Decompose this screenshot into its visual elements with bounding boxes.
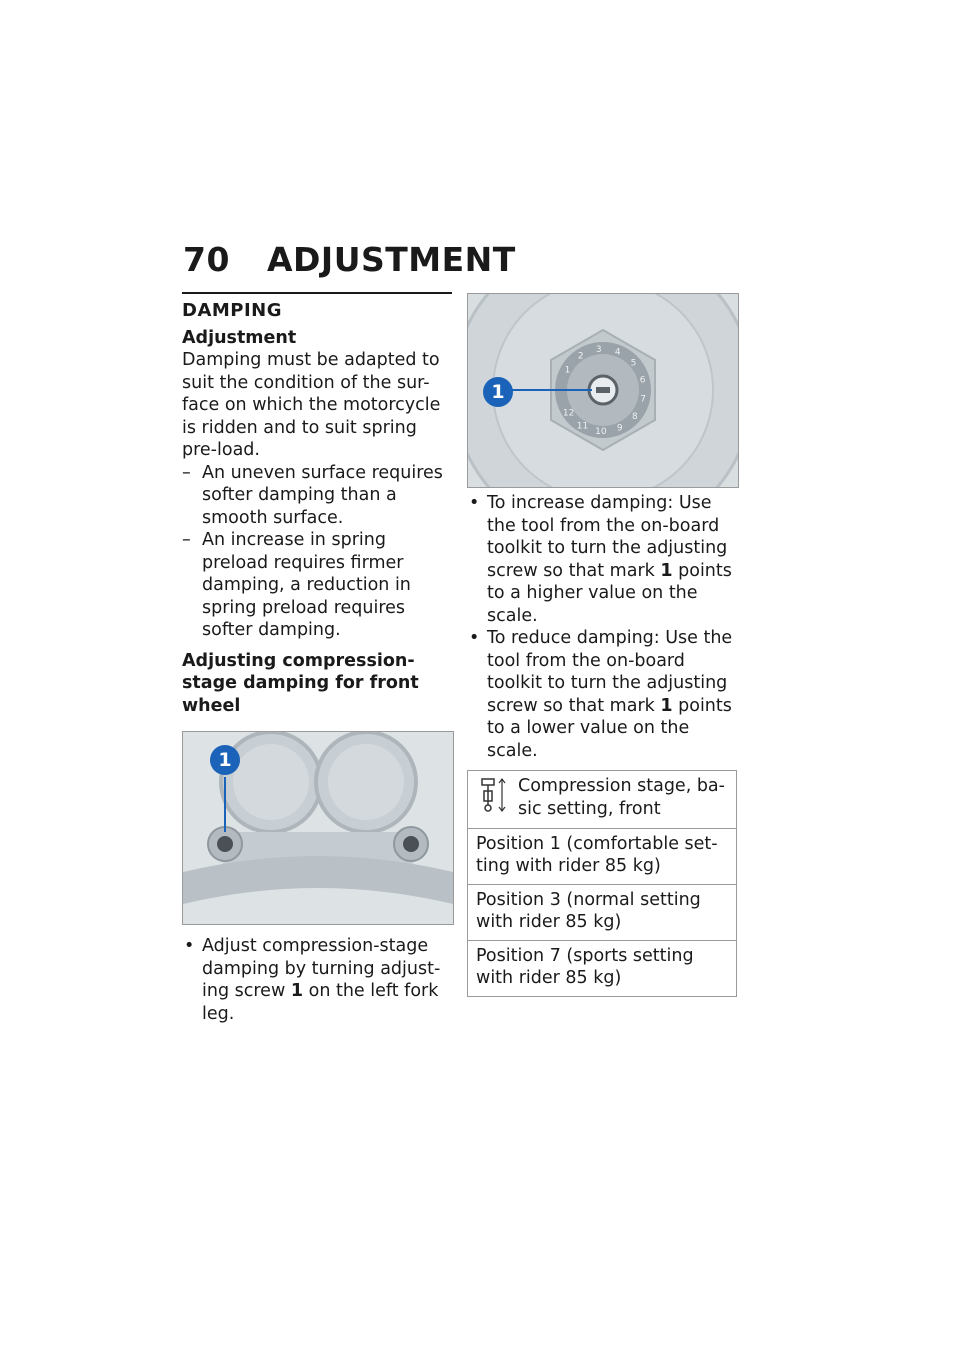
list-item: – An uneven surface requires softer damping than a smooth surface. (182, 462, 452, 530)
scale-number: 3 (595, 345, 602, 356)
scale-number: 5 (630, 358, 637, 369)
page-header (183, 240, 516, 279)
shock-absorber-icon (476, 775, 518, 822)
chapter-title: ADJUSTMENT (267, 240, 516, 279)
scale-number: 6 (639, 375, 646, 386)
list-item: • To increase damping: Use the tool from the on-board toolkit to turn the adjusting screw so that mark 1 points to a higher value on the scale. (467, 492, 737, 627)
scale-number: 12 (562, 408, 575, 419)
scale-number: 7 (640, 394, 646, 405)
list-item: • Adjust compression-stage damping by turning adjust-ing screw 1 on the left fork leg. (182, 935, 452, 1025)
scale-number: 2 (577, 351, 584, 362)
spec-row: Position 3 (normal setting with rider 85 kg) (468, 884, 737, 940)
adjuster-figure (467, 293, 739, 488)
adjustment-heading: Adjustment (182, 327, 297, 348)
table-row (468, 771, 737, 829)
front-fork-figure (182, 731, 454, 925)
spec-row: Position 7 (sports setting with rider 85 kg) (468, 940, 737, 996)
list-item: • To reduce damping: Use the tool from the on-board toolkit to turn the adjusting screw so that mark 1 points to a lower value on the scale. (467, 627, 737, 762)
spec-row: Position 1 (comfortable set-ting with rider 85 kg) (468, 828, 737, 884)
right-column (467, 293, 737, 997)
scale-number: 1 (564, 365, 571, 376)
adjustment-points (182, 462, 452, 642)
scale-number: 10 (595, 426, 607, 437)
front-instructions (182, 935, 452, 1025)
spec-table (467, 770, 737, 997)
scale-number: 4 (614, 347, 621, 358)
damping-instructions (467, 492, 737, 762)
callout-1: 1 (483, 377, 513, 407)
adjustment-intro: Damping must be adapted to suit the condition of the sur-face on which the motorcycle is ridden and to suit spring pre-load. (182, 350, 441, 460)
spec-heading: Compression stage, ba-sic setting, front (518, 776, 725, 819)
table-row (468, 884, 737, 940)
callout-1: 1 (210, 745, 240, 775)
scale-number: 9 (616, 423, 623, 434)
compression-heading: Adjusting compression-stage damping for front wheel (182, 650, 419, 716)
table-row (468, 940, 737, 996)
left-column (182, 292, 452, 1025)
page-number: 70 (183, 240, 230, 279)
scale-number: 8 (632, 411, 638, 422)
section-rule (182, 292, 452, 294)
section-title: DAMPING (182, 300, 283, 321)
table-row (468, 828, 737, 884)
list-item: – An increase in spring preload requires firmer damping, a reduction in spring preload requires softer damping. (182, 529, 452, 642)
scale-number: 11 (576, 421, 589, 432)
